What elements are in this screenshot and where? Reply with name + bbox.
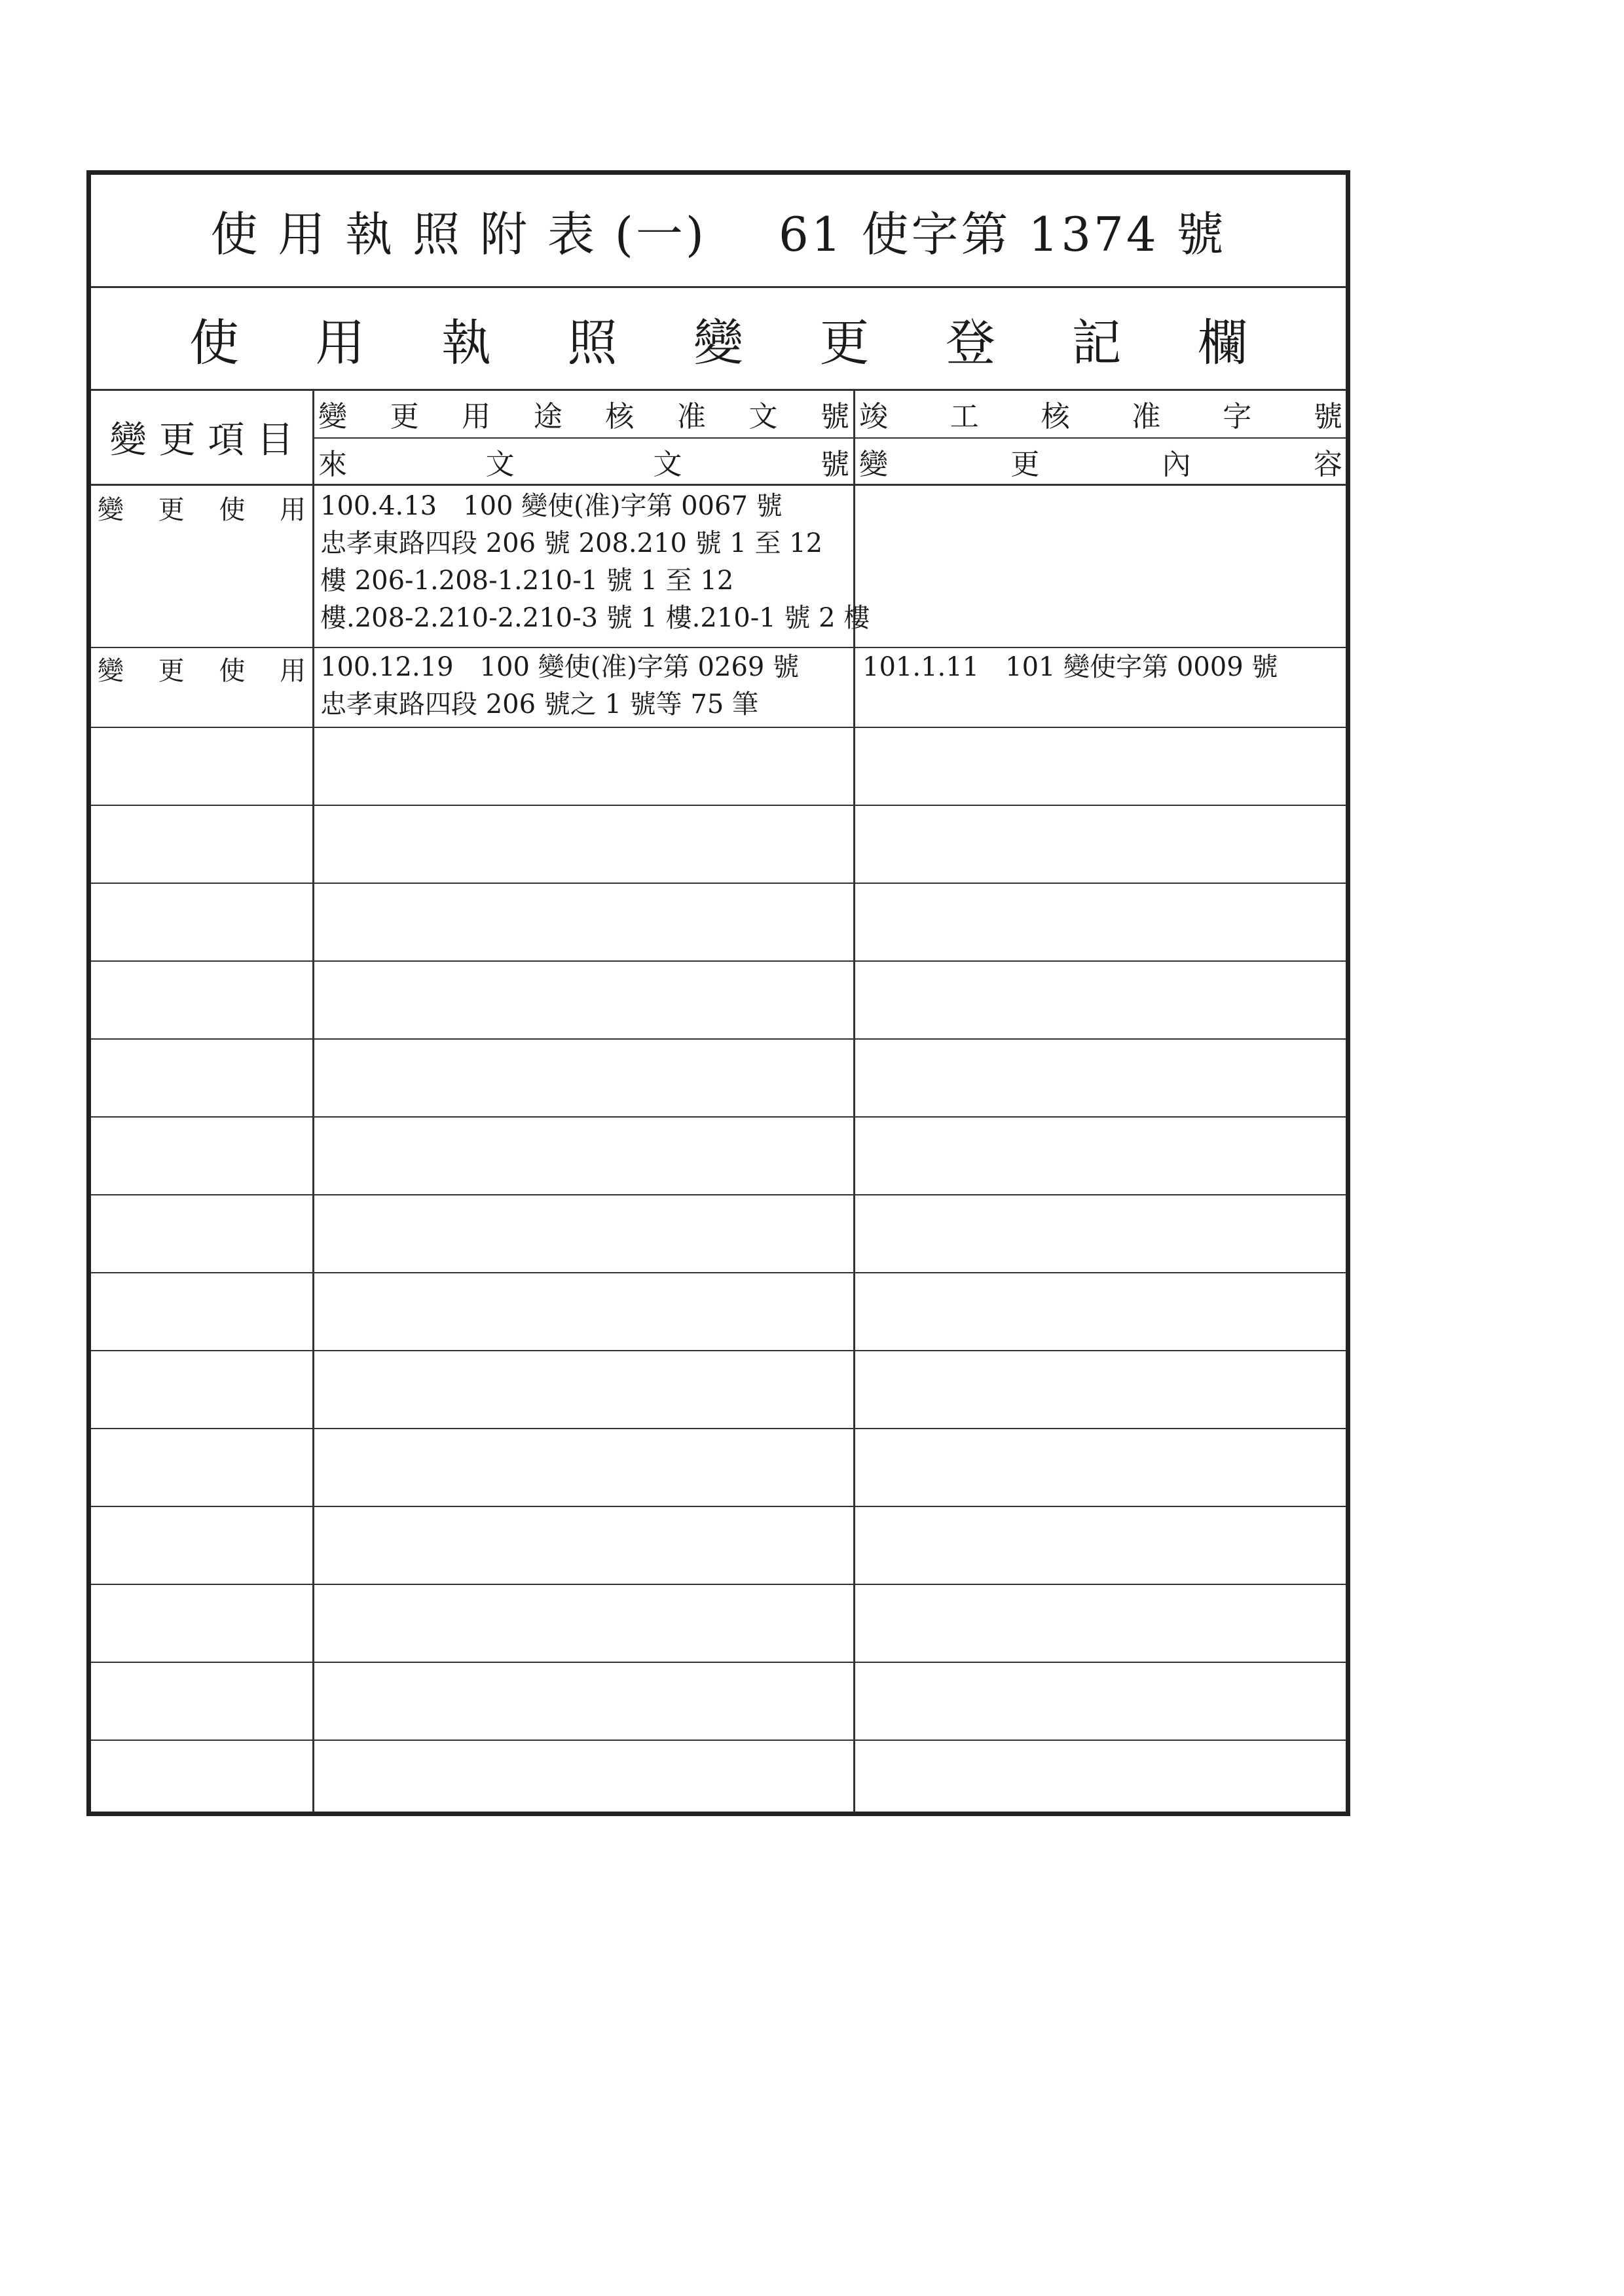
empty-row-divider	[91, 1116, 1346, 1118]
empty-row-divider	[91, 1662, 1346, 1663]
header-change-content: 變 更 內 容	[859, 448, 1342, 481]
row-2-doc-line: 100.12.19 100 變使(准)字第 0269 號	[320, 652, 800, 682]
row-1-doc-line: 忠孝東路四段 206 號 208.210 號 1 至 12	[320, 528, 823, 558]
row-1-doc-line: 樓 206-1.208-1.210-1 號 1 至 12	[320, 566, 734, 596]
table-heading: 使 用 執 照 變 更 登 記 欄	[189, 313, 1247, 372]
row-2-doc	[316, 649, 857, 723]
header-change-item: 變 更 項 目	[109, 419, 294, 462]
row-2-completion: 101.1.11 101 變使字第 0009 號	[862, 652, 1278, 682]
empty-row-divider	[91, 1506, 1346, 1507]
empty-row-divider	[91, 1038, 1346, 1040]
empty-row-divider	[91, 1740, 1346, 1741]
page-title	[91, 175, 1346, 286]
empty-row-divider	[91, 805, 1346, 806]
empty-row-divider	[91, 1272, 1346, 1273]
empty-row-divider	[91, 1194, 1346, 1195]
row-2-item: 變 更 使 用	[98, 655, 306, 686]
row-1-doc-line: 100.4.13 100 變使(准)字第 0067 號	[320, 491, 783, 521]
empty-row-divider	[91, 883, 1346, 884]
row-1-doc	[316, 488, 870, 637]
header-completion-doc: 竣 工 核 准 字 號	[859, 400, 1342, 433]
empty-row-divider	[91, 1350, 1346, 1351]
empty-row-divider	[91, 1428, 1346, 1429]
registration-table	[86, 170, 1350, 1816]
row-1-doc-line: 樓.208-2.210-2.210-3 號 1 樓.210-1 號 2 樓	[320, 603, 870, 633]
row-2-doc-line: 忠孝東路四段 206 號之 1 號等 75 筆	[320, 689, 758, 720]
empty-row-divider	[91, 960, 1346, 962]
row-1-item: 變 更 使 用	[98, 494, 306, 525]
title-license-number: 61 使字第 1374 號	[779, 207, 1227, 262]
title-left: 使 用 執 照 附 表 (一)	[210, 207, 707, 262]
header-approval-doc: 變 更 用 途 核 准 文 號	[318, 400, 849, 433]
header-incoming-doc: 來 文 文 號	[318, 448, 849, 481]
empty-row-divider	[91, 1584, 1346, 1585]
